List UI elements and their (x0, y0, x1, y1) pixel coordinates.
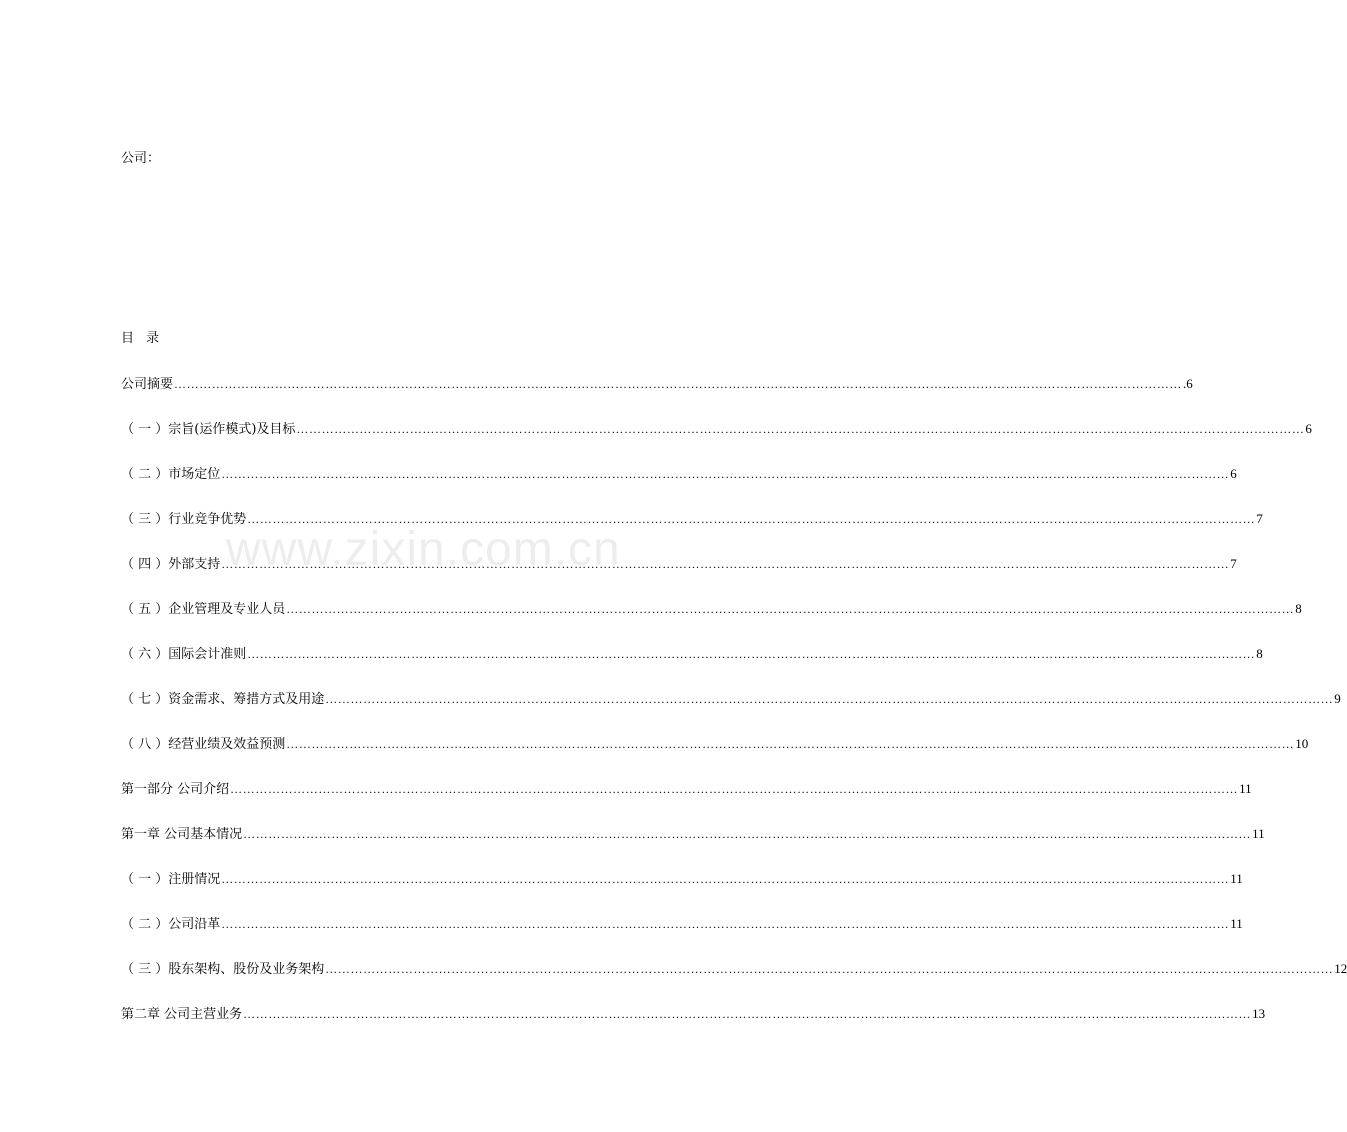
watermark: www.zixin.com.cn (226, 523, 621, 576)
toc-entry[interactable] (121, 374, 1193, 394)
toc-entry-page: 11 (1252, 826, 1265, 841)
toc-entry[interactable] (121, 779, 1252, 799)
toc-entry-page: .6 (1183, 376, 1193, 391)
toc-leader-dots (247, 509, 1255, 529)
toc-leader-dots (243, 824, 1251, 844)
toc-entry-label: 第二章 公司主营业务 (121, 1007, 243, 1022)
toc-entry-page: 8 (1295, 601, 1302, 616)
toc-entry[interactable] (121, 464, 1237, 484)
toc-entry-page: 11 (1230, 916, 1243, 931)
toc-entry[interactable] (121, 554, 1237, 574)
toc-entry-label: 公司摘要 (121, 377, 174, 392)
toc-entry-page: 8 (1256, 646, 1263, 661)
toc-leader-dots (230, 779, 1238, 799)
toc-entry[interactable] (121, 509, 1263, 529)
toc-entry-label: （ 六 ）国际会计准则 (121, 647, 247, 662)
toc-entry[interactable] (121, 959, 1347, 979)
toc-leader-dots (243, 1004, 1251, 1024)
toc-entry-label: 第一章 公司基本情况 (121, 827, 243, 842)
toc-entry-page: 10 (1295, 736, 1309, 751)
toc-leader-dots (296, 419, 1304, 439)
toc-leader-dots (286, 734, 1294, 754)
toc-leader-dots (221, 914, 1229, 934)
toc-leader-dots (221, 869, 1229, 889)
toc-entry[interactable] (121, 599, 1302, 619)
toc-entry-page: 9 (1334, 691, 1341, 706)
toc-entry-label: （ 一 ）注册情况 (121, 872, 221, 887)
toc-entry[interactable] (121, 644, 1263, 664)
toc-leader-dots (286, 599, 1294, 619)
toc-entry-page: 7 (1230, 556, 1237, 571)
toc-entry-label: （ 三 ）行业竞争优势 (121, 512, 247, 527)
toc-entry-label: （ 八 ）经营业绩及效益预测 (121, 737, 286, 752)
toc-entry-page: 7 (1256, 511, 1263, 526)
toc-entry-label: （ 七 ）资金需求、筹措方式及用途 (121, 692, 325, 707)
toc-entry[interactable] (121, 419, 1312, 439)
toc-leader-dots (247, 644, 1255, 664)
toc-entry-label: （ 四 ）外部支持 (121, 557, 221, 572)
toc-entry-label: （ 五 ）企业管理及专业人员 (121, 602, 286, 617)
toc-entry-label: （ 二 ）市场定位 (121, 467, 221, 482)
toc-entry-page: 6 (1305, 421, 1312, 436)
toc-entry-page: 11 (1230, 871, 1243, 886)
toc-entry[interactable] (121, 914, 1243, 934)
toc-leader-dots (325, 689, 1333, 709)
toc-entry-page: 13 (1252, 1006, 1266, 1021)
toc-entry[interactable] (121, 689, 1341, 709)
toc-entry[interactable] (121, 824, 1265, 844)
toc-entry[interactable] (121, 869, 1243, 889)
toc-leader-dots (221, 464, 1229, 484)
toc-leader-dots (174, 374, 1182, 394)
toc-entry[interactable] (121, 734, 1309, 754)
toc-entry[interactable] (121, 1004, 1266, 1024)
toc-entry-page: 12 (1334, 961, 1347, 976)
toc-entry-label: （ 三 ）股东架构、股份及业务架构 (121, 962, 325, 977)
toc-entry-label: （ 二 ）公司沿革 (121, 917, 221, 932)
toc-title: 目 录 (121, 331, 164, 346)
toc-entry-page: 6 (1230, 466, 1237, 481)
toc-entry-label: （ 一 ）宗旨(运作模式)及目标 (121, 422, 296, 437)
toc-entry-label: 第一部分 公司介绍 (121, 782, 230, 797)
company-label: 公司： (121, 151, 161, 166)
toc-leader-dots (221, 554, 1229, 574)
toc-leader-dots (325, 959, 1333, 979)
toc-entry-page: 11 (1239, 781, 1252, 796)
